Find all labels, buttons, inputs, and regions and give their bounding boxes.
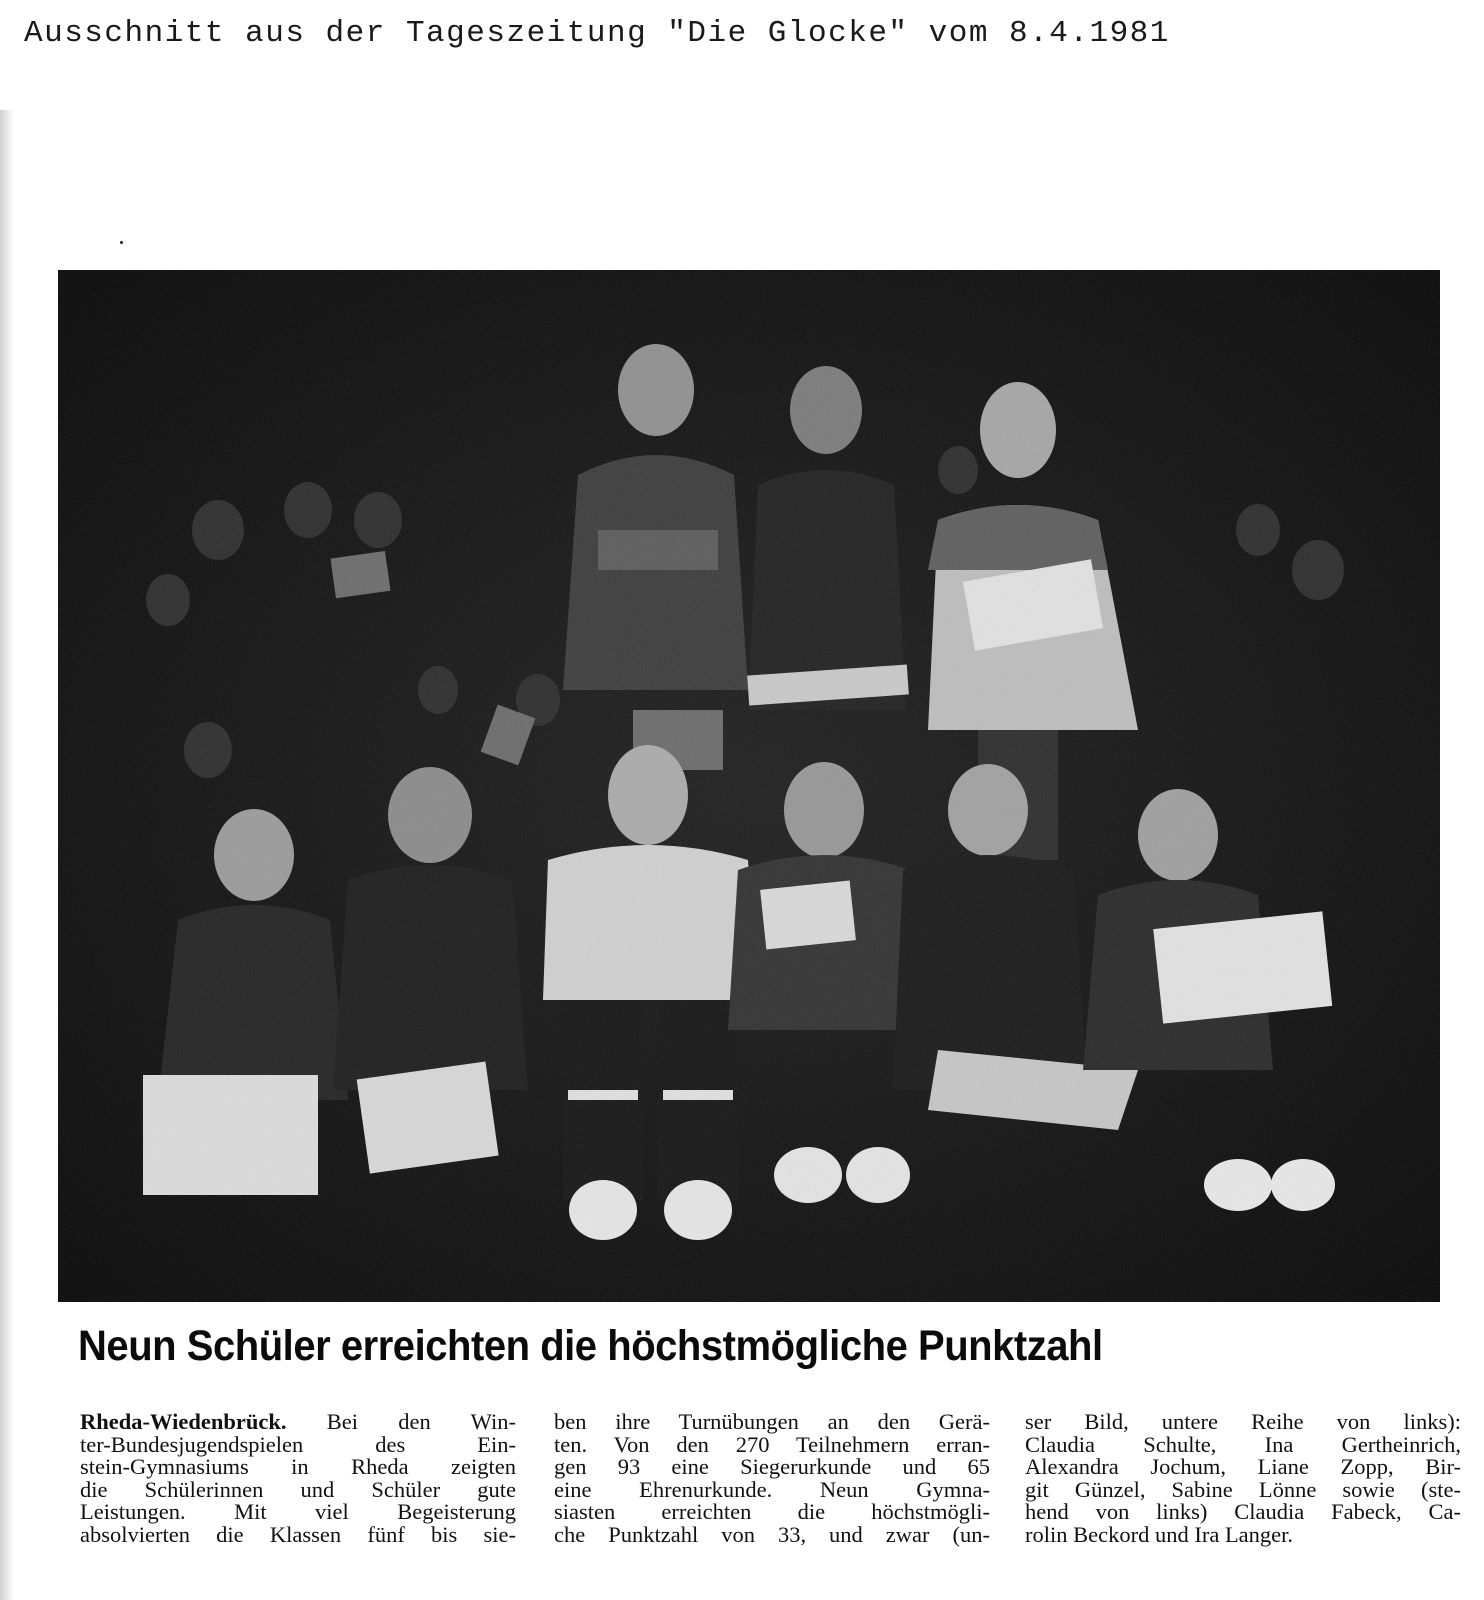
column-line: Claudia Schulte, Ina Gertheinrich, bbox=[1025, 1431, 1461, 1457]
column-line: che Punktzahl von 33, und zwar (un- bbox=[554, 1521, 990, 1547]
article-column-3 bbox=[1025, 1411, 1461, 1546]
column-line: Alexandra Jochum, Liane Zopp, Bir- bbox=[1025, 1454, 1461, 1479]
photo-icon bbox=[58, 270, 1440, 1302]
column-line: stein-Gymnasiums in Rheda zeigten bbox=[80, 1454, 516, 1479]
dateline: Rheda-Wiedenbrück. bbox=[80, 1409, 287, 1434]
column-line: git Günzel, Sabine Lönne sowie (ste- bbox=[1025, 1476, 1461, 1502]
scan-edge-shadow bbox=[0, 110, 14, 1600]
column-line bbox=[80, 1411, 516, 1434]
column-line: ben ihre Turnübungen an den Gerä- bbox=[554, 1409, 990, 1434]
column-line: absolvierten die Klassen fünf bis sie- bbox=[80, 1521, 516, 1547]
column-line: gen 93 eine Siegerurkunde und 65 bbox=[554, 1454, 990, 1479]
column-line: ter-Bundesjugendspielen des Ein- bbox=[80, 1431, 516, 1457]
column-line: ten. Von den 270 Teilnehmern erran- bbox=[554, 1431, 990, 1457]
article-column-1 bbox=[80, 1411, 516, 1546]
clipping-header: Ausschnitt aus der Tageszeitung "Die Glocke" vom 8.4.1981 bbox=[24, 16, 1170, 51]
column-line: hend von links) Claudia Fabeck, Ca- bbox=[1025, 1499, 1461, 1524]
article-headline: Neun Schüler erreichten die höchstmögliche Punktzahl bbox=[78, 1322, 1103, 1370]
column-line: eine Ehrenurkunde. Neun Gymna- bbox=[554, 1476, 990, 1502]
column-line: Leistungen. Mit viel Begeisterung bbox=[80, 1499, 516, 1524]
column-line: die Schülerinnen und Schüler gute bbox=[80, 1476, 516, 1502]
column-line: siasten erreichten die höchstmögli- bbox=[554, 1499, 990, 1524]
column-line: rolin Beckord und Ira Langer. bbox=[1025, 1521, 1294, 1547]
scan-speck bbox=[120, 241, 123, 244]
column-line: ser Bild, untere Reihe von links): bbox=[1025, 1409, 1461, 1434]
newspaper-photo bbox=[58, 270, 1440, 1302]
article-column-2 bbox=[554, 1411, 990, 1546]
column-line-text: Bei den Win- bbox=[286, 1409, 516, 1434]
